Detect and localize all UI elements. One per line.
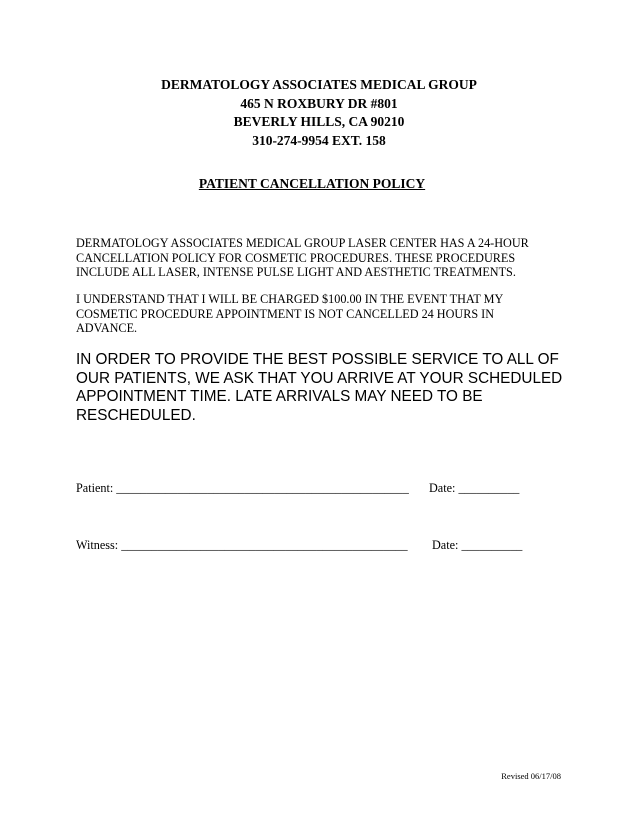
letterhead bbox=[0, 76, 638, 150]
witness-signature-line: Witness: _______________________________________________ bbox=[76, 538, 408, 552]
charge-line: I UNDERSTAND THAT I WILL BE CHARGED $100.00 IN THE EVENT THAT MY bbox=[76, 292, 504, 306]
notice-line: RESCHEDULED. bbox=[76, 406, 196, 424]
notice-line: IN ORDER TO PROVIDE THE BEST POSSIBLE SERVICE TO ALL OF bbox=[76, 351, 559, 368]
policy-line: DERMATOLOGY ASSOCIATES MEDICAL GROUP LASER CENTER HAS A 24-HOUR bbox=[76, 236, 529, 250]
charge-acknowledgement-paragraph bbox=[76, 292, 556, 336]
phone-number: 310-274-9954 EXT. 158 bbox=[252, 132, 386, 148]
address-line-1: 465 N ROXBURY DR #801 bbox=[240, 95, 398, 111]
charge-line: COSMETIC PROCEDURE APPOINTMENT IS NOT CANCELLED 24 HOURS IN bbox=[76, 306, 495, 321]
address-line-2: BEVERLY HILLS, CA 90210 bbox=[233, 114, 405, 129]
policy-paragraph bbox=[76, 236, 556, 280]
policy-line: INCLUDE ALL LASER, INTENSE PULSE LIGHT AND AESTHETIC TREATMENTS. bbox=[76, 265, 516, 280]
arrival-notice bbox=[76, 351, 576, 425]
policy-line: CANCELLATION POLICY FOR COSMETIC PROCEDURES. THESE PROCEDURES bbox=[76, 250, 516, 265]
patient-signature-line: Patient: ________________________________________________ bbox=[76, 481, 409, 495]
notice-line: APPOINTMENT TIME. LATE ARRIVALS MAY NEED TO BE bbox=[76, 388, 483, 406]
document-title: PATIENT CANCELLATION POLICY bbox=[198, 176, 426, 191]
patient-date-line: Date: __________ bbox=[429, 481, 520, 495]
revision-date: Revised 06/17/08 bbox=[501, 771, 561, 781]
witness-date-line: Date: __________ bbox=[432, 538, 523, 552]
charge-line: ADVANCE. bbox=[76, 321, 138, 336]
org-name: DERMATOLOGY ASSOCIATES MEDICAL GROUP bbox=[161, 77, 477, 92]
notice-line: OUR PATIENTS, WE ASK THAT YOU ARRIVE AT YOUR SCHEDULED bbox=[76, 369, 563, 387]
